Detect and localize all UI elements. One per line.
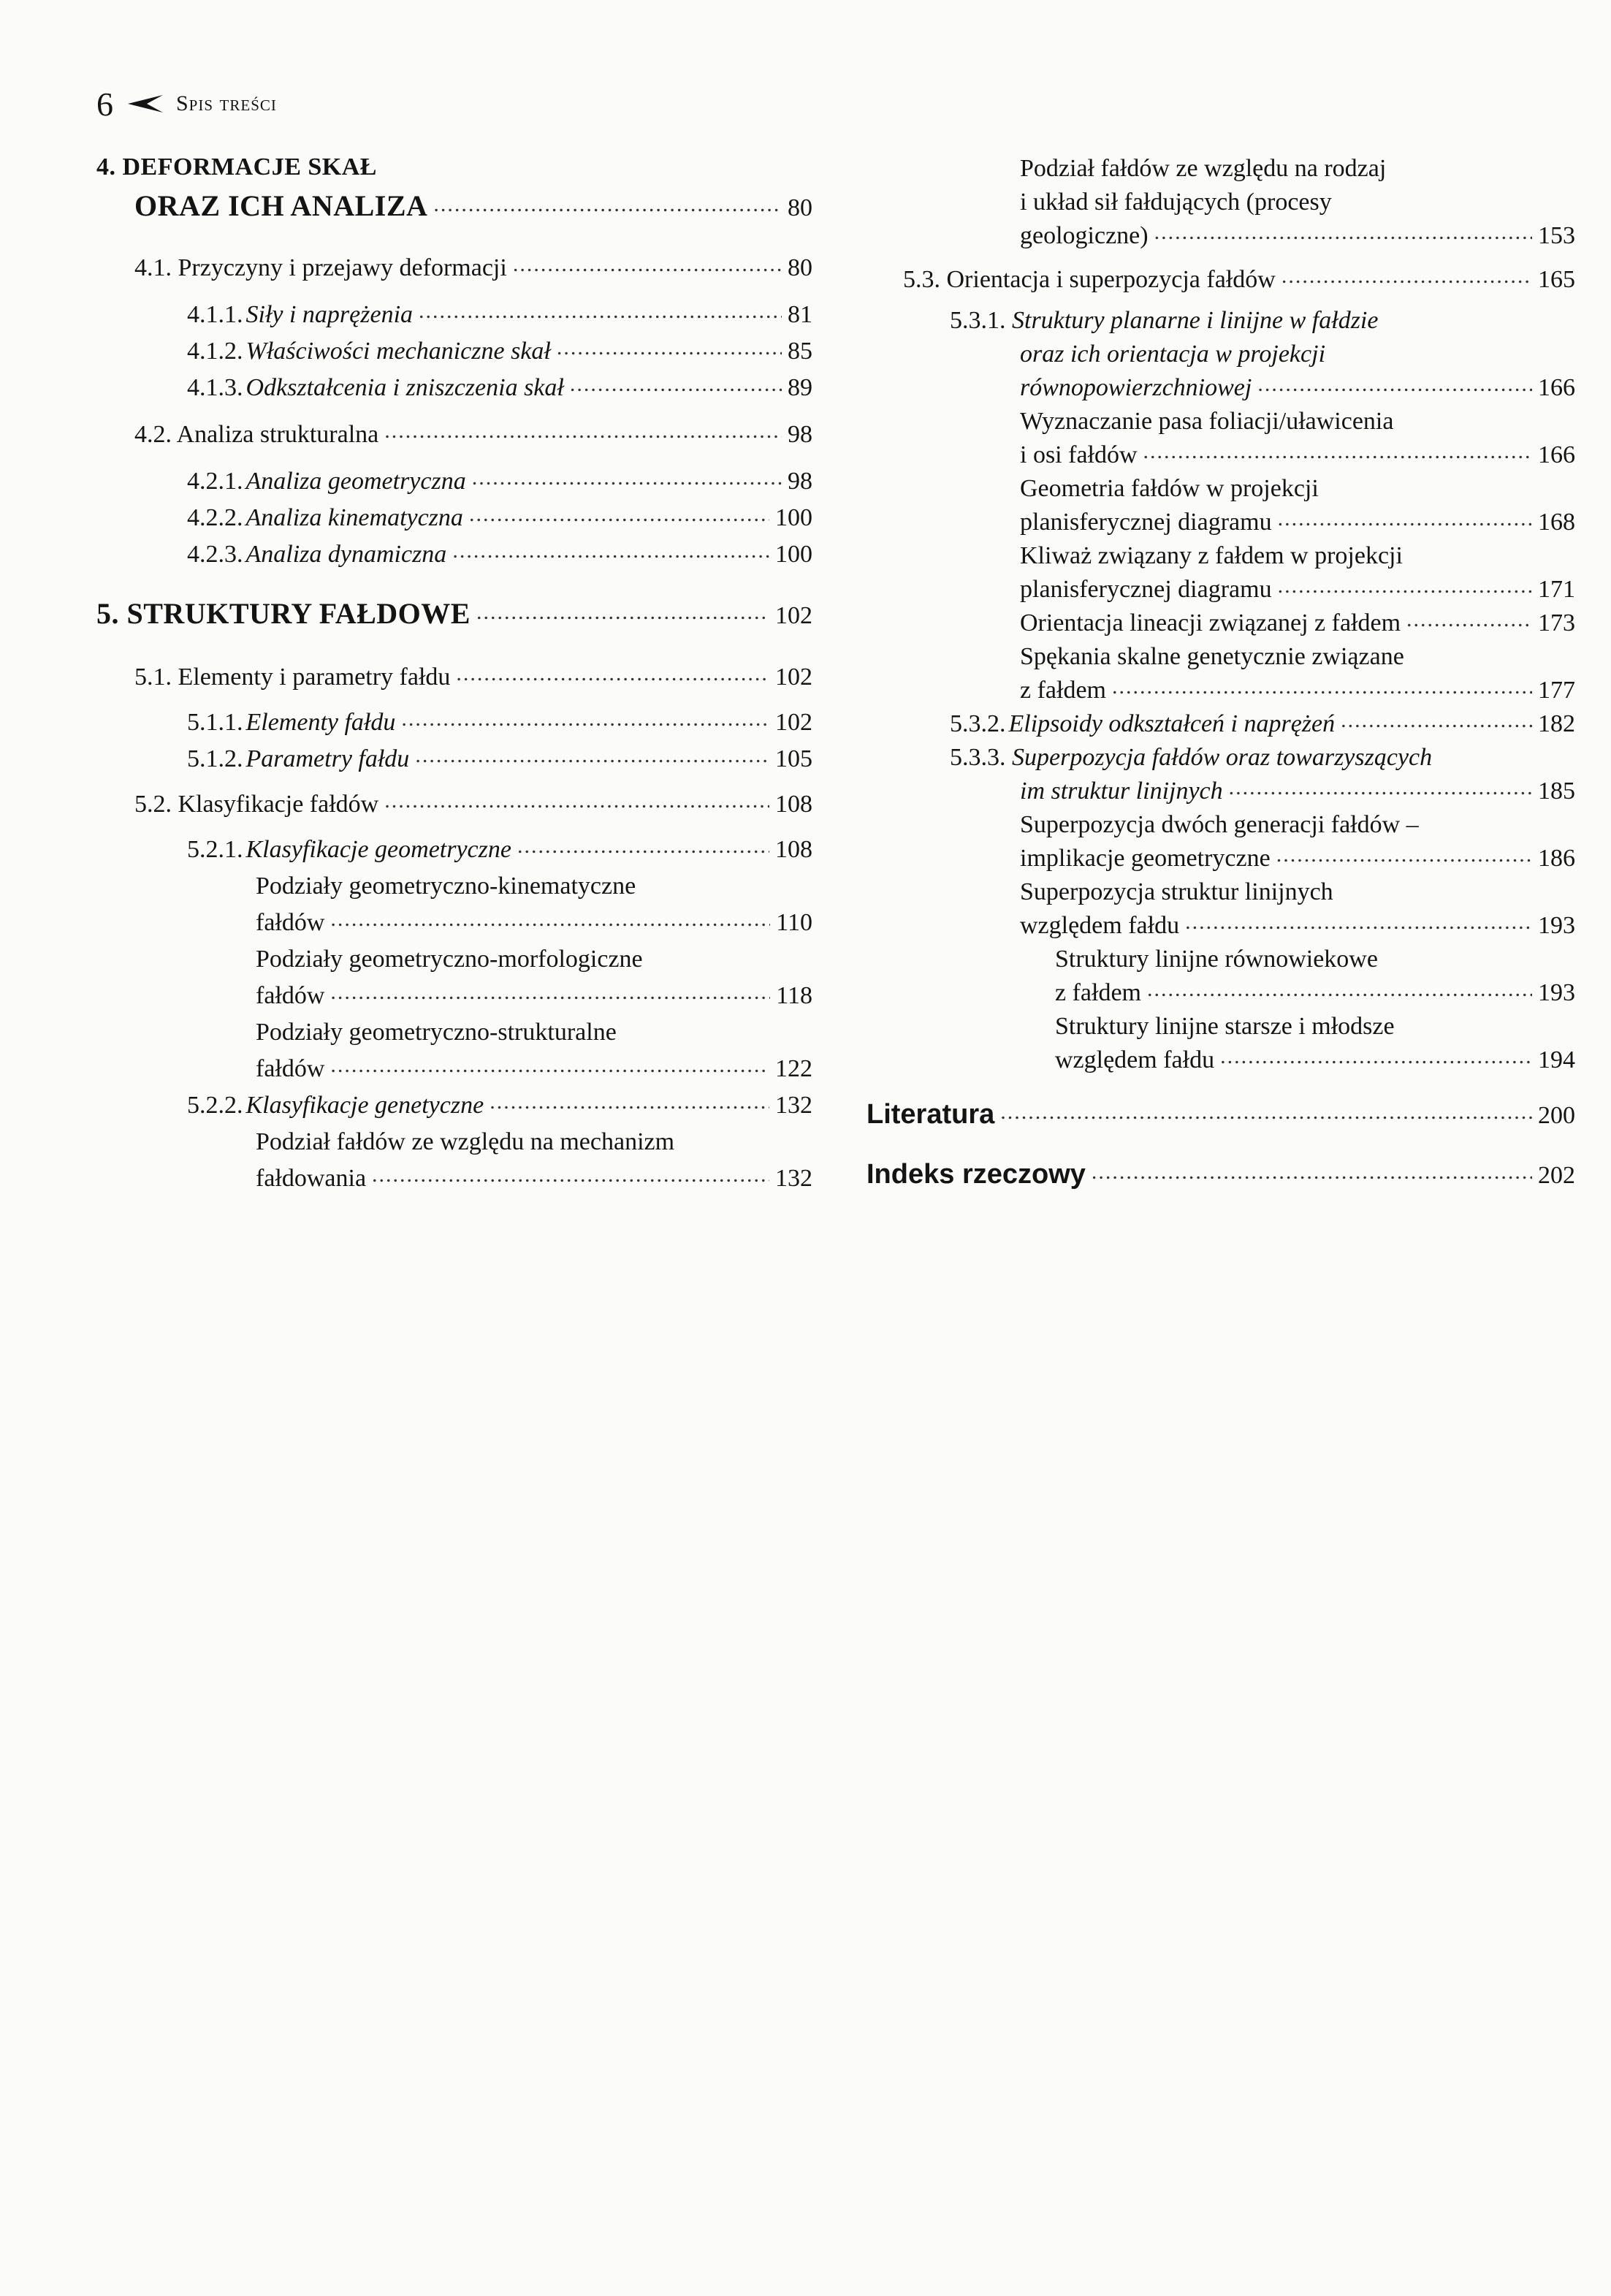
toc-entry-5-3-1-line1 bbox=[950, 307, 1378, 335]
leader-dots bbox=[433, 204, 782, 216]
toc-subentry-older-younger[interactable] bbox=[1055, 1046, 1575, 1074]
entry-label: i osi fałdów bbox=[1020, 441, 1138, 468]
leader-dots bbox=[1112, 686, 1532, 698]
entry-label: Analiza dynamiczna bbox=[245, 541, 447, 568]
leader-dots bbox=[1229, 787, 1532, 799]
leader-dots bbox=[384, 800, 769, 812]
toc-entry-4-1-2[interactable] bbox=[187, 338, 812, 365]
leader-dots bbox=[419, 311, 782, 322]
entry-label: geologiczne) bbox=[1020, 222, 1149, 249]
entry-label: Klasyfikacje geometryczne bbox=[245, 836, 511, 863]
entry-label: Siły i naprężenia bbox=[245, 301, 414, 328]
leader-dots bbox=[1276, 854, 1532, 866]
page-ref: 132 bbox=[775, 1165, 812, 1192]
entry-label: Odkształcenia i zniszczenia skał bbox=[245, 374, 564, 401]
leader-dots bbox=[1092, 1171, 1532, 1183]
leader-dots bbox=[1341, 720, 1532, 731]
entry-label: Klasyfikacje genetyczne bbox=[245, 1092, 484, 1119]
leader-dots bbox=[469, 514, 769, 525]
toc-entry-5-1[interactable] bbox=[134, 664, 812, 691]
entry-label: Indeks rzeczowy bbox=[867, 1159, 1086, 1190]
page-ref: 186 bbox=[1538, 845, 1575, 872]
toc-subentry-label: Wyznaczanie pasa foliacji/uławicenia bbox=[1020, 408, 1394, 435]
page-ref: 177 bbox=[1538, 677, 1575, 704]
entry-label: Analiza geometryczna bbox=[245, 468, 466, 495]
entry-label: względem fałdu bbox=[1020, 912, 1180, 939]
entry-number: 4.2.1. bbox=[187, 468, 243, 495]
page-ref: 171 bbox=[1538, 576, 1575, 603]
leader-dots bbox=[513, 264, 782, 275]
entry-number: 4.1.3. bbox=[187, 374, 243, 401]
running-header bbox=[96, 82, 277, 126]
toc-subentry-joints[interactable] bbox=[1020, 677, 1575, 704]
toc-entry-5-3[interactable] bbox=[903, 266, 1575, 294]
toc-subentry-label: Podziały geometryczno-kinematyczne bbox=[256, 873, 636, 900]
entry-label: Superpozycja fałdów oraz towarzyszących bbox=[1012, 744, 1433, 771]
page-ref: 98 bbox=[788, 421, 812, 448]
leader-dots bbox=[472, 477, 782, 489]
toc-subentry-label: Podziały geometryczno-strukturalne bbox=[256, 1019, 617, 1046]
entry-label: z fałdem bbox=[1055, 979, 1141, 1006]
leader-dots bbox=[1154, 232, 1532, 243]
page-ref: 166 bbox=[1538, 441, 1575, 468]
page-ref: 110 bbox=[776, 909, 812, 936]
toc-subentry-label: Spękania skalne genetycznie związane bbox=[1020, 643, 1404, 670]
page-ref: 105 bbox=[775, 745, 812, 772]
toc-entry-4-2[interactable] bbox=[134, 421, 812, 449]
toc-subentry-linear-structures[interactable] bbox=[1020, 912, 1575, 940]
entry-number: 5.1.2. bbox=[187, 745, 243, 772]
leader-dots bbox=[415, 755, 769, 767]
entry-label: Orientacja lineacji związanej z fałdem bbox=[1020, 609, 1401, 636]
entry-number: 5.1.1. bbox=[187, 709, 243, 736]
page-ref: 98 bbox=[788, 468, 812, 495]
page-ref: 193 bbox=[1538, 912, 1575, 939]
chapter-4-title-line1: 4. DEFORMACJE SKAŁ bbox=[96, 153, 377, 180]
page-ref: 193 bbox=[1538, 979, 1575, 1006]
entry-label: 4.2. Analiza strukturalna bbox=[134, 421, 379, 448]
page-ref: 102 bbox=[775, 664, 812, 691]
page-ref: 80 bbox=[788, 254, 812, 281]
entry-number: 4.1.1. bbox=[187, 301, 243, 328]
leader-dots bbox=[1406, 619, 1532, 631]
toc-entry-4-2-3[interactable] bbox=[187, 541, 812, 569]
toc-subentry-label: Superpozycja dwóch generacji fałdów – bbox=[1020, 811, 1419, 838]
page-ref: 153 bbox=[1538, 222, 1575, 249]
leader-dots bbox=[372, 1174, 769, 1186]
toc-entry-5-2-1[interactable] bbox=[187, 836, 812, 864]
toc-subentry-two-generations[interactable] bbox=[1020, 845, 1575, 873]
page-ref: 166 bbox=[1538, 374, 1575, 401]
page-ref: 165 bbox=[1538, 266, 1575, 293]
toc-subentry-label: Podział fałdów ze względu na rodzaj bbox=[1020, 155, 1387, 182]
entry-number: 4.2.2. bbox=[187, 504, 243, 531]
page-ref: 168 bbox=[1538, 509, 1575, 536]
toc-subentry-cleavage[interactable] bbox=[1020, 576, 1575, 604]
entry-label: Literatura bbox=[867, 1099, 995, 1130]
toc-subentry-processes[interactable] bbox=[1020, 222, 1575, 250]
entry-label: Parametry fałdu bbox=[245, 745, 410, 772]
leader-dots bbox=[452, 550, 769, 562]
page-number: 6 bbox=[96, 85, 113, 123]
arrow-left-icon bbox=[125, 89, 164, 118]
leader-dots bbox=[330, 1065, 769, 1076]
page-ref: 100 bbox=[775, 541, 812, 568]
entry-label: 5.1. Elementy i parametry fałdu bbox=[134, 664, 451, 691]
leader-dots bbox=[490, 1101, 769, 1113]
page-ref: 118 bbox=[776, 982, 812, 1009]
leader-dots bbox=[1278, 518, 1532, 530]
page-ref: 132 bbox=[775, 1092, 812, 1119]
leader-dots bbox=[401, 718, 769, 730]
page-ref: 122 bbox=[775, 1055, 812, 1082]
toc-entry-5-2[interactable] bbox=[134, 791, 812, 818]
leader-dots bbox=[384, 430, 782, 442]
leader-dots bbox=[1257, 384, 1532, 395]
entry-label: z fałdem bbox=[1020, 677, 1106, 704]
toc-subentry-label: Geometria fałdów w projekcji bbox=[1020, 475, 1319, 502]
entry-label: fałdów bbox=[256, 1055, 325, 1082]
entry-label: 4.1. Przyczyny i przejawy deformacji bbox=[134, 254, 507, 281]
leader-dots bbox=[476, 612, 769, 623]
chapter-5-entry[interactable] bbox=[96, 596, 812, 631]
entry-label: 5.2. Klasyfikacje fałdów bbox=[134, 791, 379, 818]
page-ref: 89 bbox=[788, 374, 812, 401]
leader-dots bbox=[557, 347, 782, 359]
leader-dots bbox=[1281, 275, 1532, 287]
entry-label: Właściwości mechaniczne skał bbox=[245, 338, 551, 365]
entry-label: 5.3. Orientacja i superpozycja fałdów bbox=[903, 266, 1276, 293]
toc-entry-5-3-2[interactable] bbox=[950, 710, 1575, 738]
entry-number: 5.3.3. bbox=[950, 744, 1006, 771]
page-ref: 194 bbox=[1538, 1046, 1575, 1073]
leader-dots bbox=[1278, 585, 1532, 597]
leader-dots bbox=[517, 845, 769, 857]
toc-entry-indeks[interactable] bbox=[867, 1159, 1575, 1190]
entry-label: Struktury planarne i linijne w fałdzie bbox=[1012, 307, 1379, 334]
toc-entry-5-3-3[interactable] bbox=[1020, 778, 1575, 805]
entry-number: 5.2.1. bbox=[187, 836, 243, 863]
entry-label: Elipsoidy odkształceń i naprężeń bbox=[1008, 710, 1336, 737]
leader-dots bbox=[1185, 921, 1532, 933]
toc-entry-4-1[interactable] bbox=[134, 254, 812, 282]
page-ref: 102 bbox=[775, 602, 812, 629]
leader-dots bbox=[1143, 451, 1532, 463]
page-ref: 100 bbox=[775, 504, 812, 531]
toc-subentry-geometric-kinematic[interactable] bbox=[256, 909, 812, 937]
page-ref: 173 bbox=[1538, 609, 1575, 636]
toc-subentry-label: i układ sił fałdujących (procesy bbox=[1020, 189, 1332, 216]
toc-entry-5-2-2[interactable] bbox=[187, 1092, 812, 1120]
running-title: Spis treści bbox=[176, 91, 277, 115]
toc-subentry-geometric-structural[interactable] bbox=[256, 1055, 812, 1083]
leader-dots bbox=[570, 384, 782, 395]
page-ref: 182 bbox=[1538, 710, 1575, 737]
entry-label: fałdów bbox=[256, 909, 325, 936]
leader-dots bbox=[330, 919, 770, 930]
chapter-5-title: 5. STRUKTURY FAŁDOWE bbox=[96, 597, 471, 630]
toc-subentry-mechanism[interactable] bbox=[256, 1165, 812, 1193]
toc-subentry-label: Struktury linijne starsze i młodsze bbox=[1055, 1013, 1395, 1040]
entry-label: Analiza kinematyczna bbox=[245, 504, 463, 531]
page-ref: 202 bbox=[1538, 1162, 1575, 1189]
toc-entry-5-3-3-line1 bbox=[950, 744, 1432, 772]
leader-dots bbox=[456, 673, 769, 685]
toc-entry-5-1-1[interactable] bbox=[187, 709, 812, 737]
toc-subentry-label: Podział fałdów ze względu na mechanizm bbox=[256, 1128, 675, 1155]
leader-dots bbox=[330, 992, 770, 1003]
toc-subentry-lineation[interactable] bbox=[1020, 609, 1575, 637]
entry-label: implikacje geometryczne bbox=[1020, 845, 1271, 872]
entry-label: względem fałdu bbox=[1055, 1046, 1215, 1073]
page-ref: 200 bbox=[1538, 1102, 1575, 1129]
page-ref: 108 bbox=[775, 791, 812, 818]
chapter-4-title-line2: ORAZ ICH ANALIZA bbox=[134, 189, 428, 222]
toc-subentry-contemporaneous[interactable] bbox=[1055, 979, 1575, 1007]
toc-entry-literatura[interactable] bbox=[867, 1099, 1575, 1130]
entry-label: planisferycznej diagramu bbox=[1020, 576, 1272, 603]
toc-entry-4-2-2[interactable] bbox=[187, 504, 812, 532]
toc-entry-5-3-1[interactable] bbox=[1020, 374, 1575, 402]
leader-dots bbox=[1147, 989, 1532, 1000]
toc-entry-5-1-2[interactable] bbox=[187, 745, 812, 773]
chapter-4-entry[interactable] bbox=[134, 189, 812, 223]
toc-subentry-foliation-belt[interactable] bbox=[1020, 441, 1575, 469]
page-ref: 85 bbox=[788, 338, 812, 365]
entry-label: oraz ich orientacja w projekcji bbox=[1020, 341, 1326, 368]
entry-number: 5.3.1. bbox=[950, 307, 1006, 334]
entry-label: im struktur linijnych bbox=[1020, 778, 1223, 805]
entry-label: fałdowania bbox=[256, 1165, 367, 1192]
toc-subentry-label: Podziały geometryczno-morfologiczne bbox=[256, 946, 643, 973]
toc-entry-4-2-1[interactable] bbox=[187, 468, 812, 495]
toc-entry-4-1-3[interactable] bbox=[187, 374, 812, 402]
leader-dots bbox=[1220, 1056, 1532, 1068]
toc-subentry-label: Superpozycja struktur linijnych bbox=[1020, 878, 1333, 905]
page-ref: 81 bbox=[788, 301, 812, 328]
entry-label: planisferycznej diagramu bbox=[1020, 509, 1272, 536]
entry-label: równopowierzchniowej bbox=[1020, 374, 1252, 401]
entry-label: Elementy fałdu bbox=[245, 709, 396, 736]
toc-subentry-fold-geometry[interactable] bbox=[1020, 509, 1575, 536]
leader-dots bbox=[1000, 1111, 1532, 1123]
page-ref: 102 bbox=[775, 709, 812, 736]
toc-entry-4-1-1[interactable] bbox=[187, 301, 812, 329]
toc-subentry-label: Kliważ związany z fałdem w projekcji bbox=[1020, 542, 1403, 569]
page-ref: 80 bbox=[788, 194, 812, 221]
entry-number: 5.2.2. bbox=[187, 1092, 243, 1119]
page-ref: 185 bbox=[1538, 778, 1575, 805]
toc-subentry-label: Struktury linijne równowiekowe bbox=[1055, 946, 1378, 973]
entry-number: 4.2.3. bbox=[187, 541, 243, 568]
entry-number: 5.3.2. bbox=[950, 710, 1006, 737]
page-ref: 108 bbox=[775, 836, 812, 863]
toc-subentry-geometric-morphological[interactable] bbox=[256, 982, 812, 1010]
entry-number: 4.1.2. bbox=[187, 338, 243, 365]
entry-label: fałdów bbox=[256, 982, 325, 1009]
